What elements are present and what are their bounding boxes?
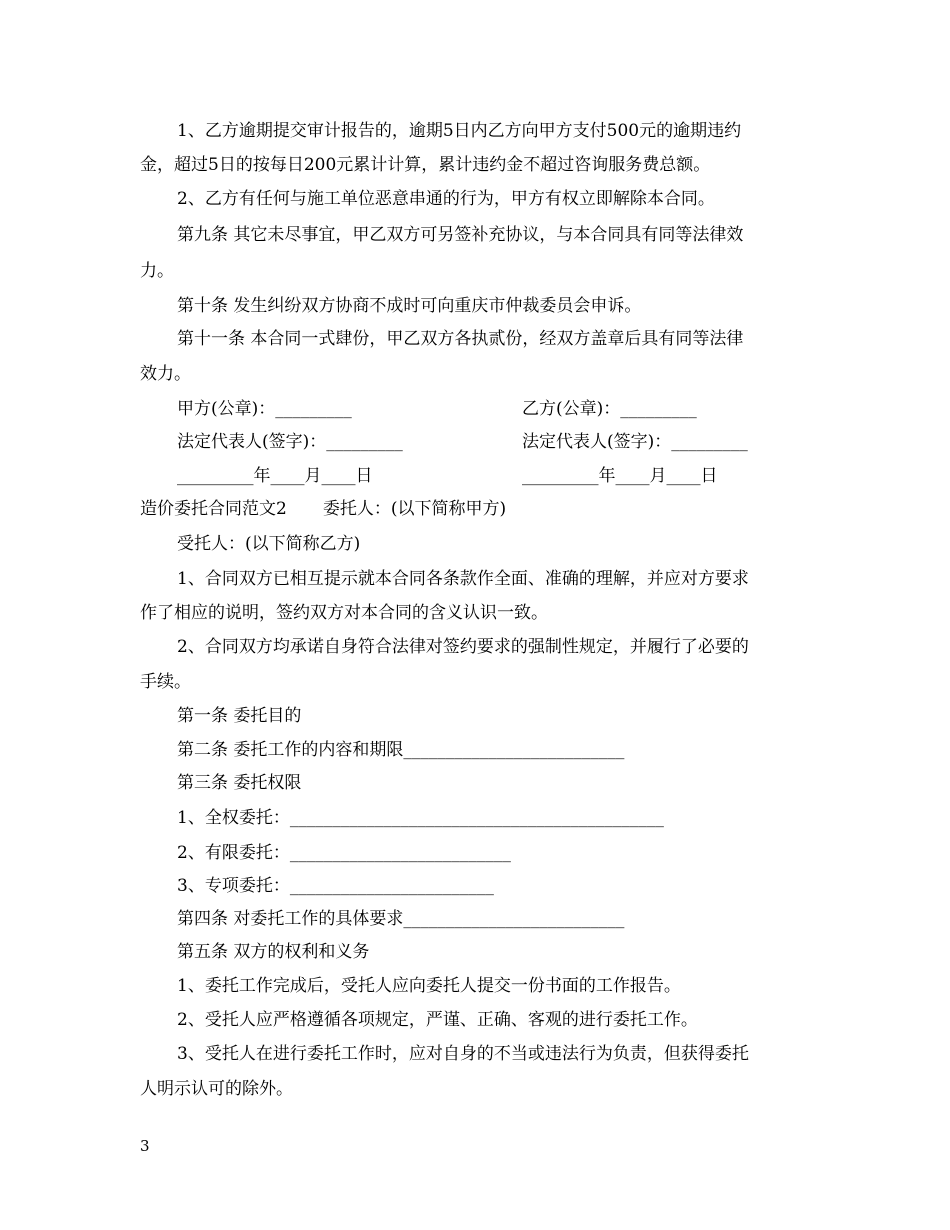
party-a-date: _________年____月____日 <box>177 466 373 486</box>
article-eleven: 第十一条 本合同一式肆份，甲乙双方各执贰份，经双方盖章后具有同等法律 <box>177 329 744 349</box>
article-two: 第二条 委托工作的内容和期限__________________________ <box>177 740 625 760</box>
trustee-label: 受托人：(以下简称乙方) <box>177 534 361 554</box>
contract-title-line <box>140 499 506 519</box>
paragraph-line: 2、受托人应严格遵循各项规定，严谨、正确、客观的进行委托工作。 <box>177 1010 698 1030</box>
article-nine: 第九条 其它未尽事宜，甲乙双方可另签补充协议，与本合同具有同等法律效 <box>177 225 744 245</box>
article-one: 第一条 委托目的 <box>177 706 302 726</box>
paragraph-line: 1、乙方逾期提交审计报告的，逾期5日内乙方向甲方支付500元的逾期违约 <box>177 121 742 141</box>
paragraph-line: 1、委托工作完成后，受托人应向委托人提交一份书面的工作报告。 <box>177 976 681 996</box>
party-b-representative: 法定代表人(签字)：_________ <box>522 432 748 452</box>
article-five: 第五条 双方的权利和义务 <box>177 942 370 962</box>
article-three: 第三条 委托权限 <box>177 773 302 793</box>
party-a-seal: 甲方(公章)：_________ <box>177 399 352 419</box>
paragraph-line: 效力。 <box>140 364 191 384</box>
full-authorization: 1、全权委托：____________________________________________ <box>177 808 664 828</box>
paragraph-line: 金，超过5日的按每日200元累计计算，累计违约金不超过咨询服务费总额。 <box>140 155 711 175</box>
paragraph-line: 作了相应的说明，签约双方对本合同的含义认识一致。 <box>140 603 548 623</box>
paragraph-line: 2、乙方有任何与施工单位恶意串通的行为，甲方有权立即解除本合同。 <box>177 189 715 209</box>
paragraph-line: 2、合同双方均承诺自身符合法律对签约要求的强制性规定，并履行了必要的 <box>177 637 749 657</box>
party-b-seal: 乙方(公章)：_________ <box>522 399 697 419</box>
special-authorization: 3、专项委托：________________________ <box>177 876 494 896</box>
paragraph-line: 1、合同双方已相互提示就本合同各条款作全面、准确的理解，并应对方要求 <box>177 569 749 589</box>
paragraph-line: 力。 <box>140 261 174 281</box>
paragraph-line: 手续。 <box>140 672 191 692</box>
client-label: 委托人：(以下简称甲方) <box>322 499 507 519</box>
party-b-date: _________年____月____日 <box>522 466 718 486</box>
article-ten: 第十条 发生纠纷双方协商不成时可向重庆市仲裁委员会申诉。 <box>177 296 642 316</box>
page-number: 3 <box>140 1137 150 1155</box>
article-four: 第四条 对委托工作的具体要求__________________________ <box>177 909 625 929</box>
paragraph-line: 3、受托人在进行委托工作时，应对自身的不当或违法行为负责，但获得委托 <box>177 1044 749 1064</box>
party-a-representative: 法定代表人(签字)：_________ <box>177 432 403 452</box>
contract-title: 造价委托合同范文2 <box>140 499 287 519</box>
limited-authorization: 2、有限委托：__________________________ <box>177 843 511 863</box>
paragraph-line: 人明示认可的除外。 <box>140 1079 293 1099</box>
